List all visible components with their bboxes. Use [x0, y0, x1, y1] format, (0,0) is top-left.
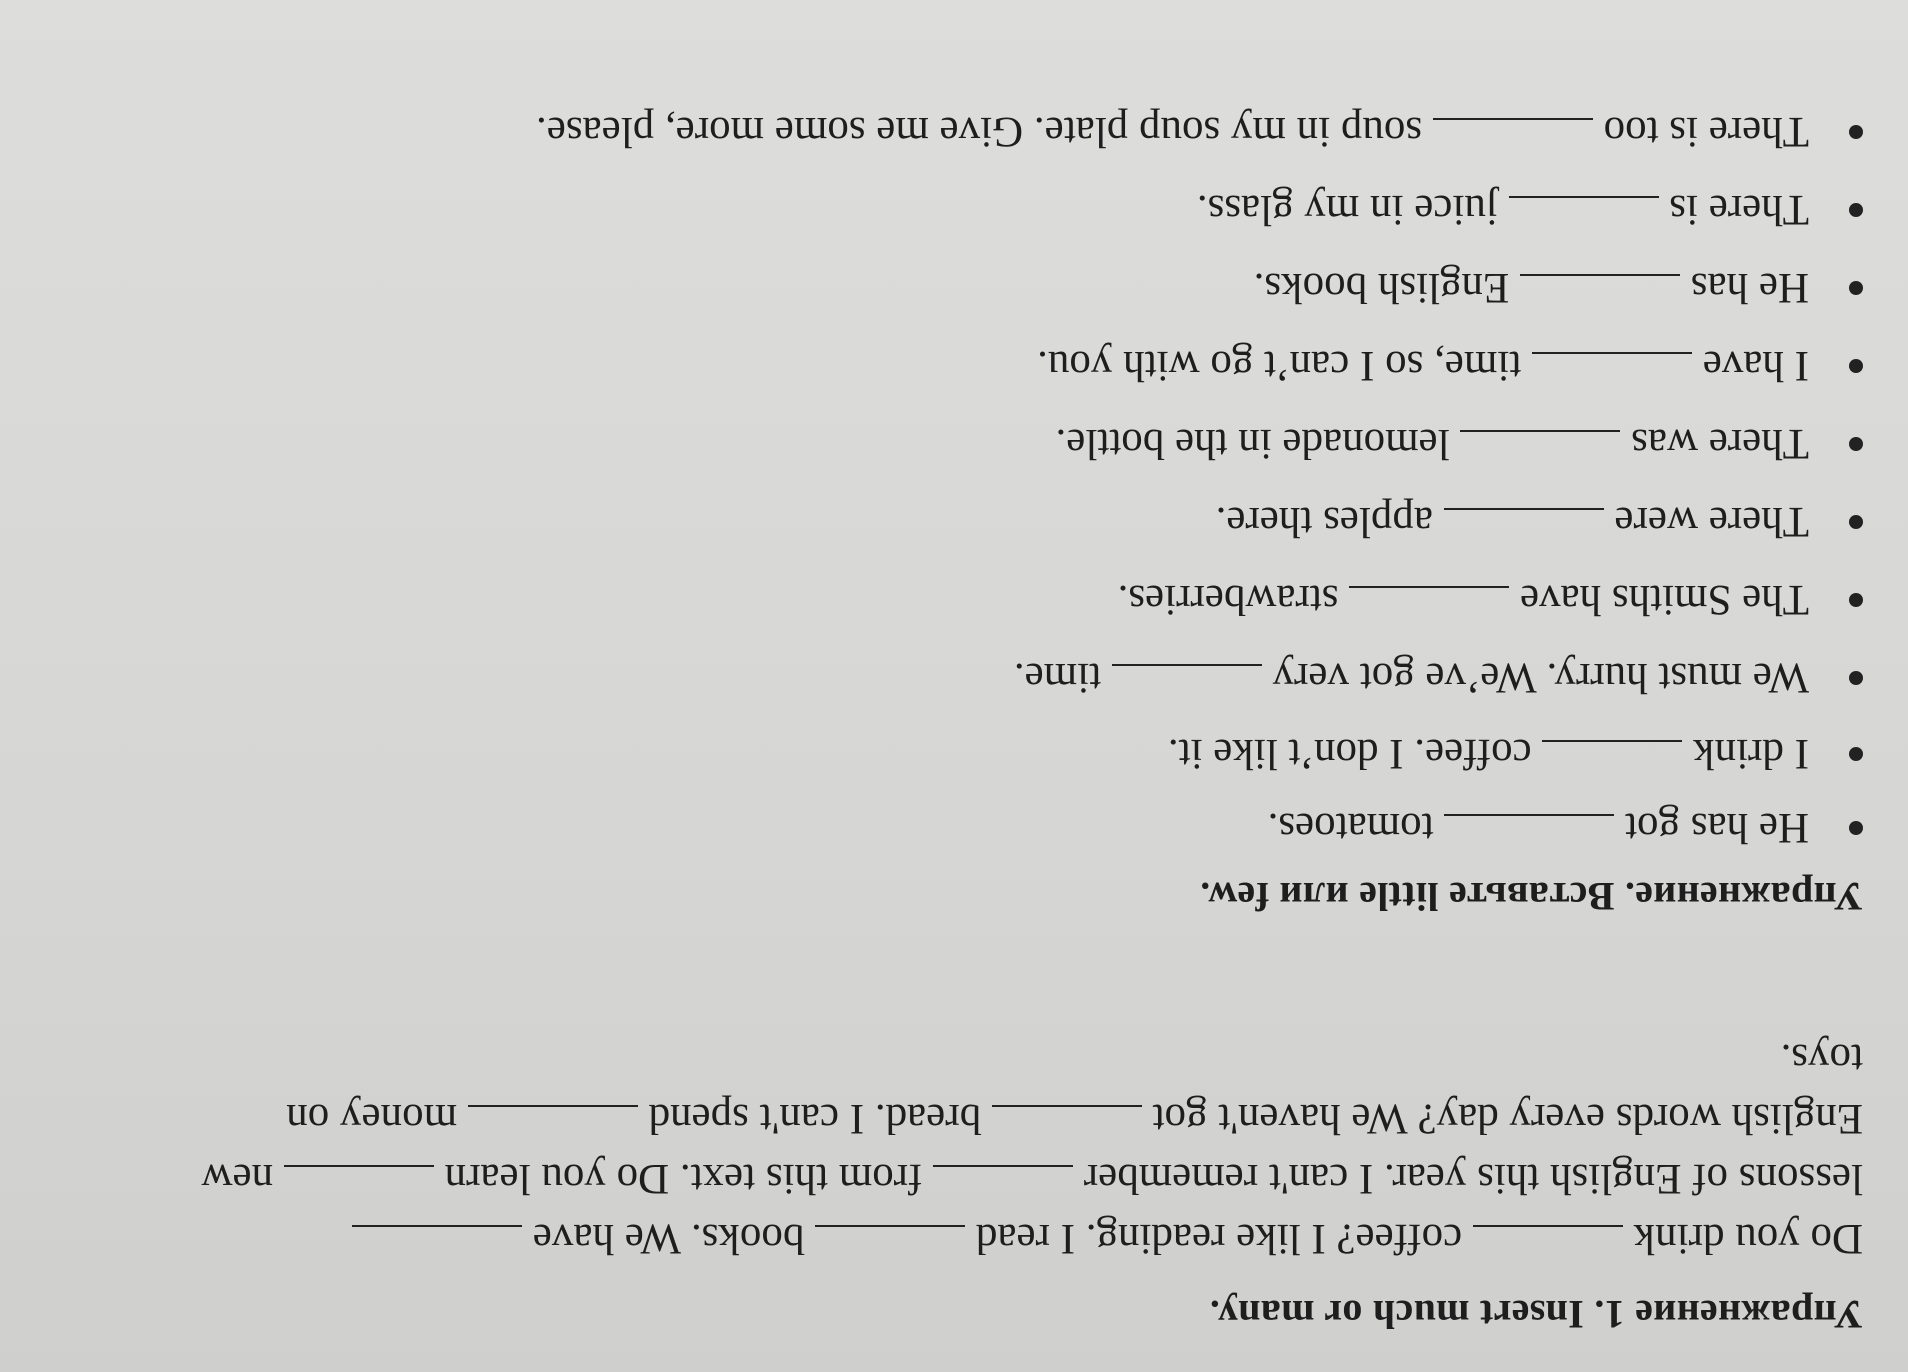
answer-blank[interactable] [1112, 664, 1262, 700]
list-item [1014, 653, 1863, 702]
list-item [1254, 263, 1863, 312]
list-item [1168, 729, 1863, 778]
list-item [1197, 185, 1863, 234]
bullet-icon [1849, 515, 1863, 529]
answer-blank[interactable] [284, 1165, 434, 1201]
list-item [1216, 497, 1863, 546]
item-text-after: apples there. [1215, 498, 1444, 545]
text-segment: money on [286, 1095, 468, 1142]
item-text-before: We must hurry. We’ve got very [1261, 654, 1809, 701]
text-line [202, 1204, 1864, 1264]
text-segment: toys. [1780, 1035, 1863, 1082]
answer-blank[interactable] [468, 1105, 638, 1141]
item-text-before: There is [1658, 186, 1809, 233]
answer-blank[interactable] [1444, 814, 1614, 850]
bullet-icon [1849, 821, 1863, 835]
answer-blank[interactable] [1473, 1225, 1623, 1261]
item-text-after: strawberries. [1117, 576, 1350, 623]
text-segment: bread. I can't spend [637, 1095, 992, 1142]
item-text-after: time, so I can’t go with you. [1037, 342, 1532, 389]
item-text-after: time. [1013, 654, 1112, 701]
text-segment: new [201, 1155, 284, 1202]
answer-blank[interactable] [1349, 586, 1509, 622]
exercise-1-title: Упражнение 1. Insert much or many. [1209, 1292, 1863, 1337]
answer-blank[interactable] [933, 1165, 1073, 1201]
item-text-after: English books. [1253, 264, 1521, 311]
text-segment: Do you drink [1622, 1215, 1863, 1262]
item-text-after: coffee. I don’t like it. [1167, 730, 1543, 777]
text-line [202, 1024, 1864, 1084]
item-text-before: I have [1692, 342, 1809, 389]
bullet-icon [1849, 593, 1863, 607]
item-text-before: I drink [1682, 730, 1809, 777]
answer-blank[interactable] [1532, 352, 1692, 388]
text-line [202, 1084, 1864, 1144]
item-text-after: juice in my glass. [1196, 186, 1509, 233]
bullet-icon [1849, 203, 1863, 217]
item-text-before: There is too [1592, 108, 1809, 155]
list-item [1037, 341, 1863, 390]
item-text-after: soup in my soup plate. Give me some more, please. [536, 108, 1433, 155]
list-item [1056, 419, 1863, 468]
answer-blank[interactable] [992, 1105, 1142, 1141]
answer-blank[interactable] [1509, 196, 1659, 232]
bullet-icon [1849, 747, 1863, 761]
text-segment: lessons of English this year. I can't remember [1073, 1155, 1863, 1202]
answer-blank[interactable] [1542, 740, 1682, 776]
answer-blank[interactable] [815, 1225, 965, 1261]
item-text-before: There was [1620, 420, 1809, 467]
bullet-icon [1849, 359, 1863, 373]
item-text-before: The Smiths have [1509, 576, 1809, 623]
list-item [1118, 575, 1863, 624]
exercise-1-text [202, 1024, 1864, 1264]
text-segment: from this text. Do you learn [433, 1155, 934, 1202]
answer-blank[interactable] [1433, 118, 1593, 154]
bullet-icon [1849, 125, 1863, 139]
item-text-before: He has got [1614, 804, 1809, 851]
text-line [202, 1144, 1864, 1204]
answer-blank[interactable] [1520, 274, 1680, 310]
bullet-icon [1849, 437, 1863, 451]
answer-blank[interactable] [352, 1225, 522, 1261]
item-text-after: tomatoes. [1267, 804, 1445, 851]
bullet-icon [1849, 671, 1863, 685]
item-text-before: There were [1603, 498, 1809, 545]
answer-blank[interactable] [1460, 430, 1620, 466]
text-segment: coffee? I like reading. I read [965, 1215, 1473, 1262]
text-segment: books. We have [522, 1215, 816, 1262]
answer-blank[interactable] [1444, 508, 1604, 544]
list-item [1268, 803, 1863, 852]
bullet-icon [1849, 281, 1863, 295]
exercise-2-title: Упражнение. Вставьте little или few. [1199, 874, 1863, 919]
text-segment: English words every day? We haven't got [1141, 1095, 1863, 1142]
list-item [536, 107, 1863, 156]
item-text-after: lemonade in the bottle. [1055, 420, 1461, 467]
item-text-before: He has [1680, 264, 1809, 311]
